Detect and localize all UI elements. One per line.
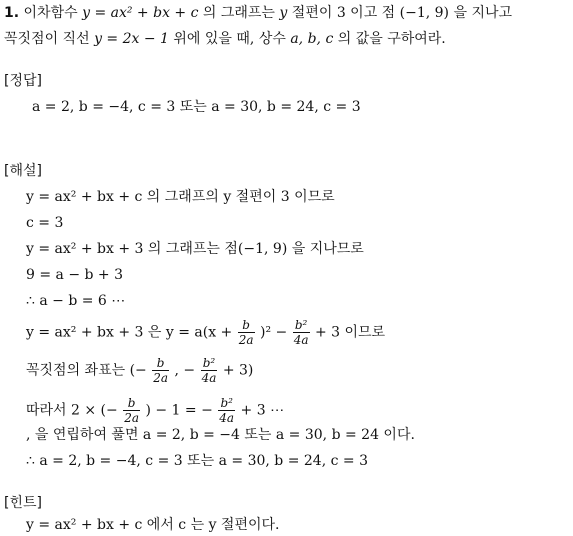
fraction-b-over-2a <box>123 396 140 425</box>
fraction-numerator: b² <box>294 318 308 332</box>
solution-line-8-part-c: + 3 ⋯ <box>240 402 285 419</box>
fraction-denominator: 4a <box>219 411 235 425</box>
solution-line-6-part-b: )² − <box>259 324 288 341</box>
fraction-denominator: 2a <box>124 411 140 425</box>
fraction-numerator: b² <box>202 356 216 370</box>
question-text-1: 이차함수 <box>23 5 78 21</box>
fraction-b-over-2a <box>152 356 169 385</box>
fraction-numerator: b <box>242 318 250 332</box>
answer-header: [정답] <box>4 73 42 89</box>
fraction-denominator: 2a <box>238 333 254 347</box>
solution-line-3: y = ax² + bx + 3 의 그래프는 점(−1, 9) 을 지나므로 <box>26 241 364 257</box>
solution-line-8 <box>26 396 284 425</box>
solution-line-6 <box>26 318 385 347</box>
question-constants: a, b, c <box>290 31 334 47</box>
question-text-2: 의 그래프는 <box>202 5 275 21</box>
fraction-b2-over-4a <box>201 356 218 385</box>
question-text-3: 절편이 3 이고 점 (−1, 9) 을 지나고 <box>291 5 513 21</box>
fraction-numerator: b² <box>220 396 233 410</box>
solution-line-7-part-b: , − <box>174 362 196 379</box>
solution-line-7-part-a: 꼭짓점의 좌표는 (− <box>26 362 147 379</box>
fraction-numerator: b <box>156 356 165 370</box>
question-text-6: 의 값을 구하여라. <box>337 31 446 47</box>
fraction-denominator: 2a <box>153 371 169 385</box>
fraction-b2-over-4a <box>293 318 310 347</box>
question-equation: y = ax² + bx + c <box>82 5 199 21</box>
fraction-denominator: 4a <box>293 333 309 347</box>
solution-line-6-part-c: + 3 이므로 <box>314 324 386 341</box>
solution-line-5: ∴ a − b = 6 ⋯ <box>26 293 126 309</box>
question-line-1 <box>4 4 512 22</box>
fraction-b2-over-4a <box>218 396 235 425</box>
solution-line-1: y = ax² + bx + c 의 그래프의 y 절편이 3 이므로 <box>26 189 335 205</box>
solution-line-7 <box>26 356 253 385</box>
answer-text: a = 2, b = −4, c = 3 또는 a = 30, b = 24, c = 3 <box>32 99 361 115</box>
solution-header: [해설] <box>4 163 42 179</box>
question-text-4: 꼭짓점이 직선 <box>4 31 90 47</box>
question-line-2 <box>4 30 446 48</box>
solution-line-8-part-b: ) − 1 = − <box>145 402 213 419</box>
fraction-denominator: 4a <box>201 371 217 385</box>
solution-line-6-part-a: y = ax² + bx + 3 은 y = a(x + <box>26 324 233 341</box>
solution-line-2: c = 3 <box>26 215 64 231</box>
solution-line-7-part-c: + 3) <box>222 362 254 379</box>
solution-line-9: , 을 연립하여 풀면 a = 2, b = −4 또는 a = 30, b = 24 이다. <box>26 427 415 443</box>
solution-line-4: 9 = a − b + 3 <box>26 267 124 283</box>
solution-line-10: ∴ a = 2, b = −4, c = 3 또는 a = 30, b = 24, c = 3 <box>26 453 368 469</box>
question-number: 1. <box>4 5 20 21</box>
question-y-var: y <box>279 5 288 21</box>
solution-line-8-part-a: 따라서 2 × (− <box>26 402 118 419</box>
question-line-equation: y = 2x − 1 <box>94 31 169 47</box>
fraction-numerator: b <box>127 396 136 410</box>
fraction-b-over-2a <box>238 318 255 347</box>
question-text-5: 위에 있을 때, 상수 <box>173 31 286 47</box>
hint-header: [힌트] <box>4 495 42 511</box>
hint-text: y = ax² + bx + c 에서 c 는 y 절편이다. <box>26 517 280 533</box>
